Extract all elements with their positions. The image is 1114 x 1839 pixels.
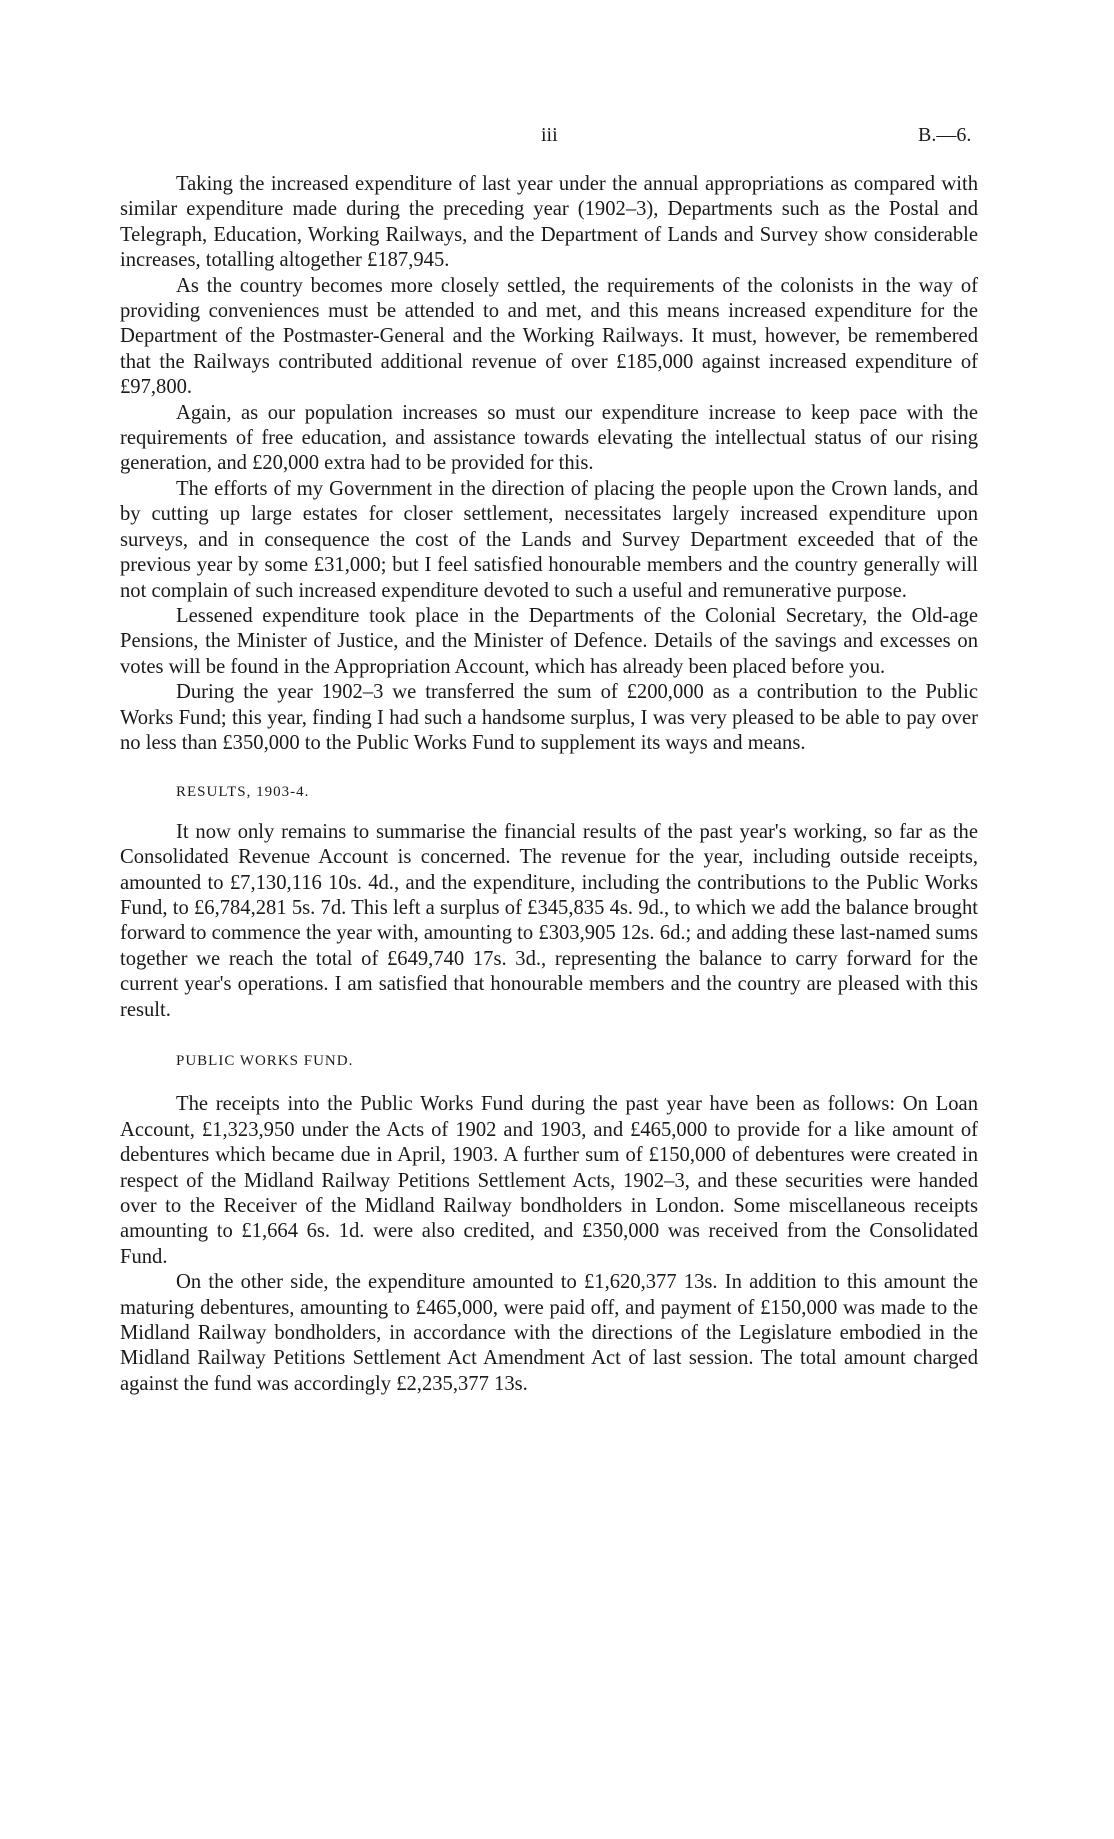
paragraph-lessened-expenditure: Lessened expenditure took place in the Departments of the Colonial Secretary, the Old-age Pensions, the Minister of Justice, and the Minister of Defence. Details of the savings and excesses on votes will be found in the Appropriation Account, which has already been placed before you. bbox=[120, 604, 978, 678]
paragraph-public-works-transfer: During the year 1902–3 we transferred the sum of £200,000 as a contribution to the Public Works Fund; this year, finding I had such a handsome surplus, I was very pleased to be able to pay over no less than £350,000 to the Public Works Fund to supplement its ways and means. bbox=[120, 681, 978, 754]
paragraph-crown-lands: The efforts of my Government in the direction of placing the people upon the Crown lands, and by cutting up large estates for closer settlement, necessitates largely increased expenditure upon surveys, and in consequence the cost of the Lands and Survey Department exceeded that of the previous year by some £31,000; but I feel satisfied honourable members and the country generally will not complain of such increased expenditure devoted to such a useful and remunerative purpose. bbox=[120, 477, 978, 602]
public-works-heading: PUBLIC WORKS FUND. bbox=[176, 1053, 354, 1069]
page-header bbox=[0, 124, 1114, 154]
document-body bbox=[120, 172, 978, 1397]
page-number: iii bbox=[541, 124, 558, 146]
results-heading: RESULTS, 1903-4. bbox=[176, 784, 310, 801]
paragraph-public-works-receipts: The receipts into the Public Works Fund during the past year have been as follows: On Loan Account, £1,323,950 under the Acts of 1902 and 1903, and £465,000 to provide for a like amount of debentures which became due in April, 1903. A further sum of £150,000 of debentures were created in respect of the Midland Railway Petitions Settlement Acts, 1902–3, and these securities were handed over to the Receiver of the Midland Railway bondholders in London. Some miscellaneous receipts amounting to £1,664 6s. 1d. were also credited, and £350,000 was received from the Consolidated Fund. bbox=[120, 1093, 978, 1268]
paragraph-public-works-expenditure: On the other side, the expenditure amounted to £1,620,377 13s. In addition to this amount the maturing debentures, amounting to £465,000, were paid off, and payment of £150,000 was made to the Midland Railway bondholders, in accordance with the directions of the Legislature embodied in the Midland Railway Petitions Settlement Act Amendment Act of last session. The total amount charged against the fund was accordingly £2,235,377 13s. bbox=[120, 1271, 978, 1395]
paragraph-closer-settlement: As the country becomes more closely settled, the requirements of the colonists in the way of providing conveniences must be attended to and met, and this means increased expenditure for the Department of the Postmaster-General and the Working Railways. It must, however, be remembered that the Railways contributed additional revenue of over £185,000 against increased expenditure of £97,800. bbox=[120, 274, 978, 399]
paragraph-results: It now only remains to summarise the financial results of the past year's working, so far as the Consolidated Revenue Account is concerned. The revenue for the year, including outside receipts, amounted to £7,130,116 10s. 4d., and the expenditure, including the contributions to the Public Works Fund, to £6,784,281 5s. 7d. This left a surplus of £345,835 4s. 9d., to which we add the balance brought forward to commence the year with, amounting to £303,905 12s. 6d.; and adding these last-named sums together we reach the total of £649,740 17s. 3d., representing the balance to carry forward for the current year's operations. I am satisfied that honourable members and the country are pleased with this result. bbox=[120, 820, 978, 1021]
paragraph-increased-expenditure: Taking the increased expenditure of last year under the annual appropriations as compared with similar expenditure made during the preceding year (1902–3), Departments such as the Postal and Telegraph, Education, Working Railways, and the Department of Lands and Survey show considerable increases, totalling altogether £187,945. bbox=[120, 173, 978, 272]
document-reference: B.—6. bbox=[918, 124, 972, 146]
paragraph-education: Again, as our population increases so must our expenditure increase to keep pace with the requirements of free education, and assistance towards elevating the intellectual status of our rising generation, and £20,000 extra had to be provided for this. bbox=[120, 401, 978, 475]
